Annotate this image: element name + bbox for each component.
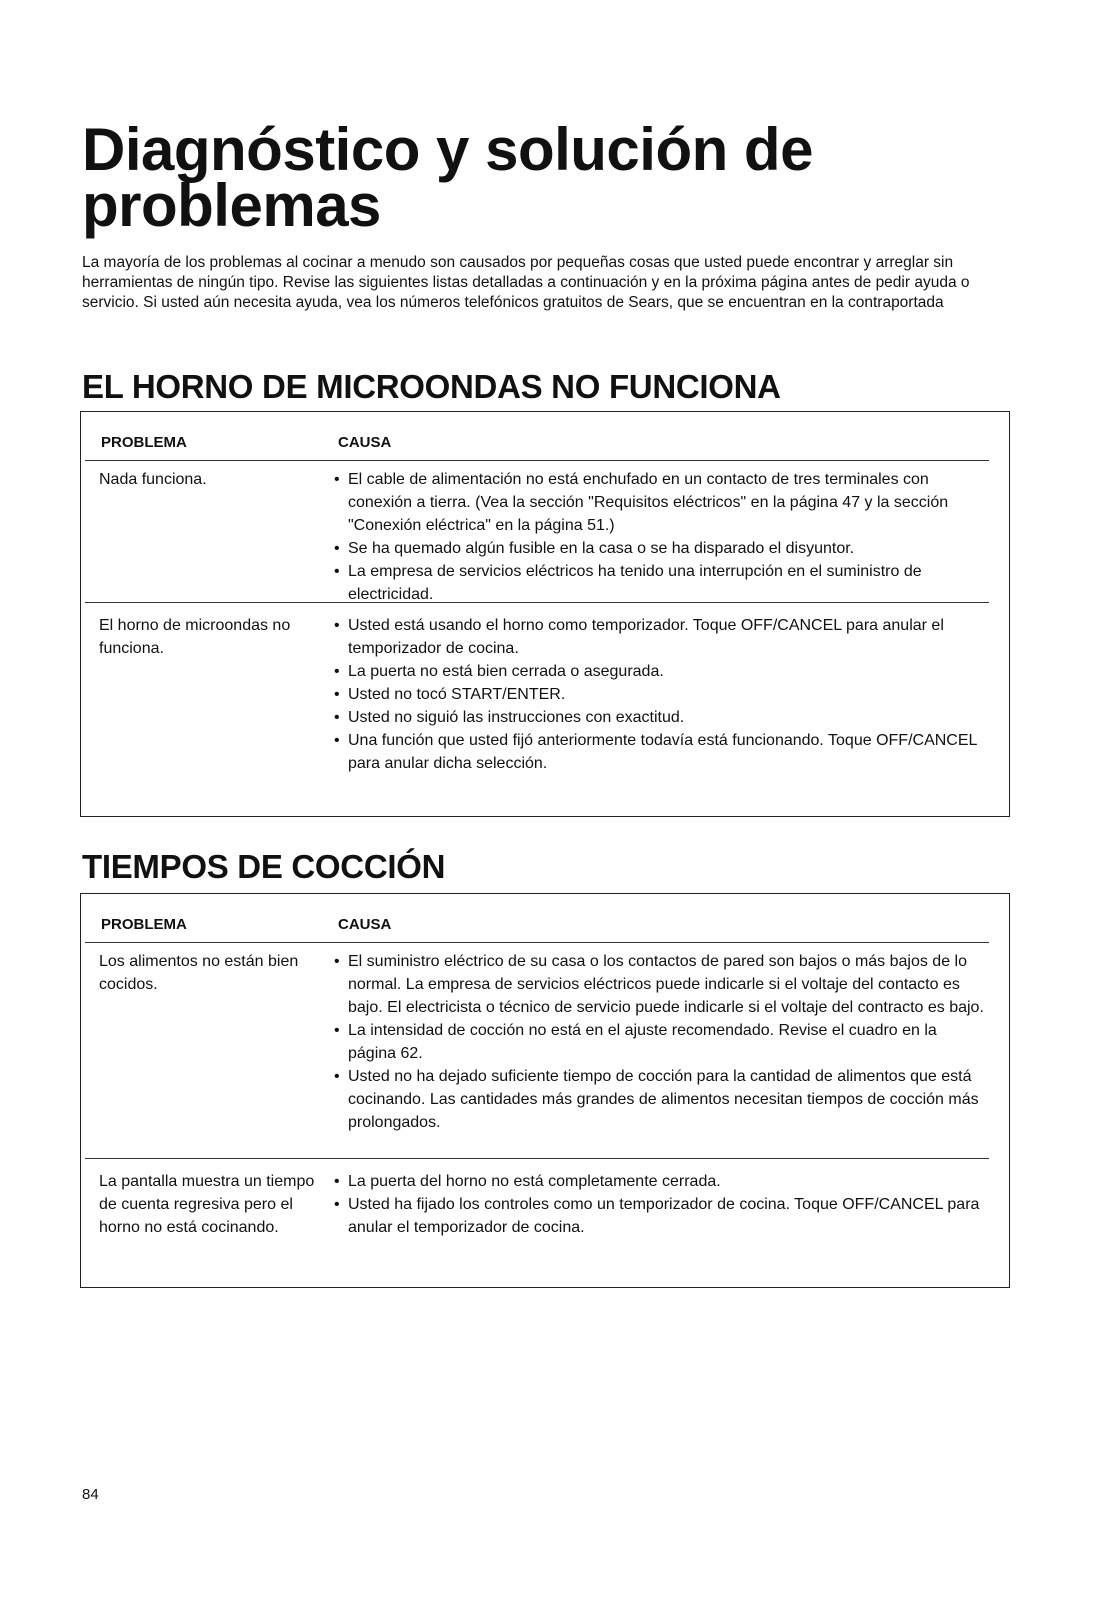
page-title	[82, 116, 813, 239]
cause-list	[334, 950, 984, 1134]
cause-item: • Usted no siguió las instrucciones con exactitud.	[334, 706, 984, 729]
column-header-problem: PROBLEMA	[101, 434, 187, 451]
page-number: 84	[82, 1486, 99, 1503]
row-divider	[85, 602, 989, 603]
cause-item: • La empresa de servicios eléctricos ha tenido una interrupción en el suministro de electricidad.	[334, 560, 984, 606]
header-divider	[85, 460, 989, 461]
page-title-line2: problemas	[82, 172, 381, 239]
cause-item: • El suministro eléctrico de su casa o los contactos de pared son bajos o más bajos de lo normal. La empresa de servicios eléctricos puede indicarle si el voltaje del contacto es bajo. El electricista o técnico de servicio puede indicarle si el voltaje del contracto es bajo.	[334, 950, 984, 1019]
cause-list	[334, 614, 984, 775]
cause-item: • Se ha quemado algún fusible en la casa o se ha disparado el disyuntor.	[334, 537, 984, 560]
intro-paragraph: La mayoría de los problemas al cocinar a menudo son causados por pequeñas cosas que usted puede encontrar y arreglar sin herramientas de ningún tipo. Revise las siguientes listas detalladas a continuación y en la próxima página antes de pedir ayuda o servicio. Si usted aún necesita ayuda, vea los números telefónicos gratuitos de Sears, que se encuentran en la contraportada	[82, 254, 970, 311]
cause-item: • Usted no ha dejado suficiente tiempo de cocción para la cantidad de alimentos que está cocinando. Las cantidades más grandes de alimentos necesitan tiempos de cocción más prolongados.	[334, 1065, 984, 1134]
cause-item: • Usted ha fijado los controles como un temporizador de cocina. Toque OFF/CANCEL para anular el temporizador de cocina.	[334, 1193, 984, 1239]
cause-list	[334, 468, 984, 606]
cause-item: • La puerta no está bien cerrada o asegurada.	[334, 660, 984, 683]
cause-item: • Una función que usted fijó anteriormente todavía está funcionando. Toque OFF/CANCEL para anular dicha selección.	[334, 729, 984, 775]
cause-item: • La puerta del horno no está completamente cerrada.	[334, 1170, 984, 1193]
cause-item: • Usted no tocó START/ENTER.	[334, 683, 984, 706]
column-header-problem: PROBLEMA	[101, 916, 187, 933]
cause-item: • La intensidad de cocción no está en el ajuste recomendado. Revise el cuadro en la página 62.	[334, 1019, 984, 1065]
problem-text: Nada funciona.	[99, 471, 207, 488]
row-divider	[85, 1158, 989, 1159]
troubleshooting-table-horno	[80, 411, 1010, 817]
cause-item: • Usted está usando el horno como temporizador. Toque OFF/CANCEL para anular el temporizador de cocina.	[334, 614, 984, 660]
troubleshooting-table-coccion	[80, 893, 1010, 1288]
problem-text: El horno de microondas no funciona.	[99, 617, 291, 657]
header-divider	[85, 942, 989, 943]
column-header-cause: CAUSA	[338, 434, 392, 451]
page-title-line1: Diagnóstico y solución de	[82, 116, 813, 183]
problem-text: Los alimentos no están bien cocidos.	[99, 953, 299, 993]
cause-list	[334, 1170, 984, 1239]
column-header-cause: CAUSA	[338, 916, 392, 933]
cause-item: • El cable de alimentación no está enchufado en un contacto de tres terminales con conexión a tierra. (Vea la sección "Requisitos eléctricos" en la página 47 y la sección "Conexión eléctrica" en la página 51.)	[334, 468, 984, 537]
section-title-horno-no-funciona: EL HORNO DE MICROONDAS NO FUNCIONA	[82, 368, 781, 405]
problem-text: La pantalla muestra un tiempo de cuenta regresiva pero el horno no está cocinando.	[99, 1173, 315, 1236]
section-title-tiempos-coccion: TIEMPOS DE COCCIÓN	[82, 848, 446, 885]
